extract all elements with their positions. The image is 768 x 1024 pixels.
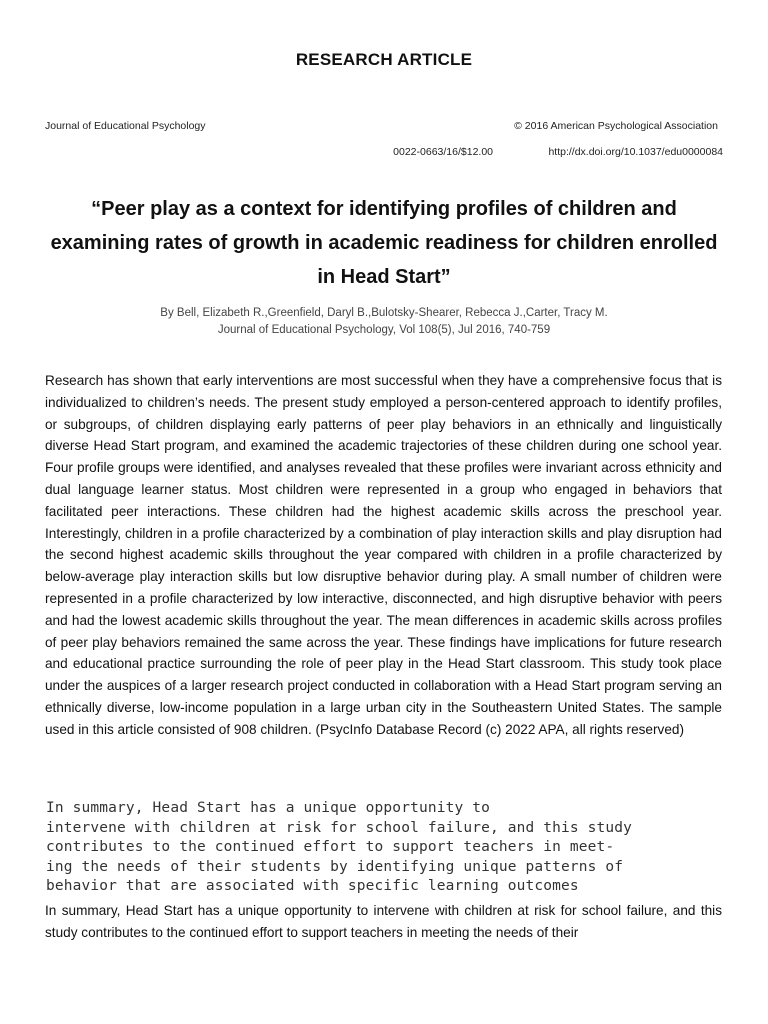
issn-price: 0022-0663/16/$12.00 (393, 146, 493, 158)
journal-name: Journal of Educational Psychology (45, 120, 206, 132)
doi-link[interactable]: http://dx.doi.org/10.1037/edu0000084 (548, 146, 723, 158)
article-type-header: RESEARCH ARTICLE (295, 50, 473, 69)
article-title: “Peer play as a context for identifying profiles of children and examining rates of growth in academic readiness for children enrolled in Head Start” (50, 198, 718, 288)
byline (0, 305, 768, 339)
author-list: By Bell, Elizabeth R.,Greenfield, Daryl B.,Bulotsky-Shearer, Rebecca J.,Carter, Tracy M. (160, 307, 608, 319)
copyright-notice: © 2016 American Psychological Association (514, 120, 718, 132)
abstract-paragraph: Research has shown that early interventions are most successful when they have a comprehensive focus that is individualized to children’s needs. The present study employed a person-centered approach to identify profiles, or subgroups, of children displaying early patterns of peer play behaviors in an ethnically and linguistically diverse Head Start program, and examined the academic trajectories of these children during one school year. Four profile groups were identified, and analyses revealed that these profiles were invariant across ethnicity and dual language learner status. Most children were represented in a group who engaged in behaviors that facilitated peer interactions. These children had the highest academic skills across the preschool year. Interestingly, children in a profile characterized by a combination of play interaction skills and play disruption had the second highest academic skills throughout the year compared with children in a profile characterized by below-average play interaction skills but low disruptive behavior during play. A small number of children were represented in a profile characterized by low interactive, disconnected, and high disruptive behavior with peers and had the lowest academic skills throughout the year. The mean differences in academic skills across profiles of peer play behaviors remained the same across the year. These findings have implications for future research and educational practice surrounding the role of peer play in the Head Start classroom. This study took place under the auspices of a larger research project conducted in collaboration with a Head Start program serving an ethnically diverse, low-income population in a large urban city in the Southeastern United States. The sample used in this article consisted of 908 children. (PsycInfo Database Record (c) 2022 APA, all rights reserved) (45, 373, 722, 737)
summary-excerpt-monospace: In summary, Head Start has a unique opportunity to intervene with children at risk for school failure, and this study contributes to the continued effort to support teachers in meet- ing the needs of their students by identifying unique patterns of behavior that are associated with specific learning outcomes (46, 800, 633, 894)
summary-paragraph: In summary, Head Start has a unique opportunity to intervene with children at risk for school failure, and this study contributes to the continued effort to support teachers in meeting the needs of their (45, 903, 722, 940)
citation: Journal of Educational Psychology, Vol 108(5), Jul 2016, 740-759 (217, 324, 551, 336)
